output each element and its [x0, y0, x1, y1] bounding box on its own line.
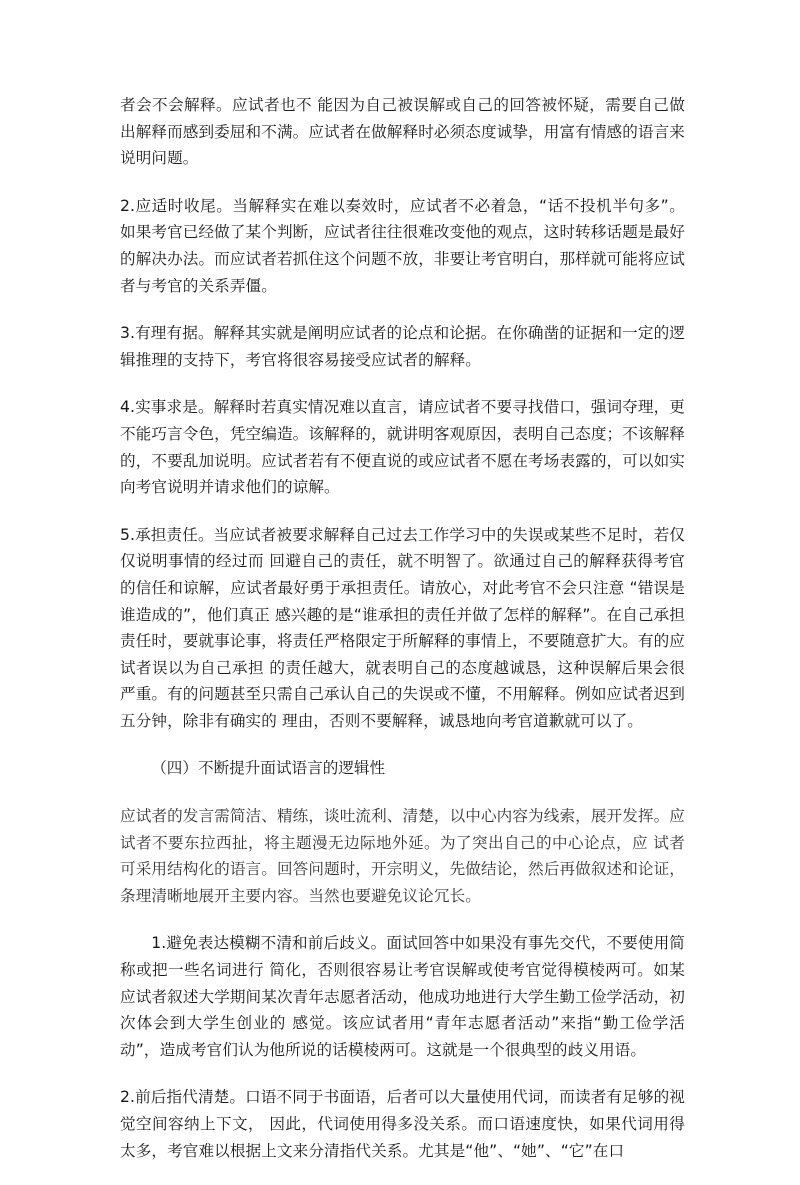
paragraph-avoid-ambiguity: 1.避免表达模糊不清和前后歧义。面试回答中如果没有事先交代，不要使用简称或把一些名词进行 简化，否则很容易让考官误解或使考官觉得模棱两可。如某应试者叙述大学期间某次青年志愿者活动，他成功地进行大学生勤工俭学活动，初次体会到大学生创业的 感觉。该应试者用“青年志愿者活动”来指“勤工俭学活动”，造成考官们认为他所说的话模棱两可。这就是一个很典型的歧义用语。 — [120, 934, 685, 1059]
paragraph-timely-ending: 2.应适时收尾。当解释实在难以奏效时，应试者不必着急，“话不投机半句多”。如果考官已经做了某个判断，应试者往往很难改变他的观点，这时转移话题是最好的解决办法。而应试者若抓住这个问题不放，非要让考官明白，那样就可能将应试者与考官的关系弄僵。 — [120, 196, 685, 295]
paragraph-responsibility: 5.承担责任。当应试者被要求解释自己过去工作学习中的失误或某些不足时，若仅仅说明事情的经过而 回避自己的责任，就不明智了。欲通过自己的解释获得考官的信任和谅解，应试者最好勇于承担责任。请放心，对此考官不会只注意 “错误是谁造成的”，他们真正 感兴趣的是“谁承担的责任并做了怎样的解释”。在自己承担责任时，要就事论事，将责任严格限定于所解释的事情上，不要随意扩大。有的应试者误以为自己承担 的责任越大，就表明自己的态度越诚恳，这种误解后果会很严重。有的问题甚至只需自己承认自己的失误或不懂，不用解释。例如应试者迟到五分钟，除非有确实的 理由，否则不要解释，诚恳地向考官道歉就可以了。 — [120, 525, 685, 730]
paragraph-logic-intro: 应试者的发言需简洁、精练，谈吐流利、清楚，以中心内容为线索，展开发挥。应试者不要东拉西扯，将主题漫无边际地外延。为了突出自己的中心论点，应 试者可采用结构化的语言。回答问题时，开宗明义，先做结论，然后再做叙述和论证，条理清晰地展开主要内容。当然也要避免议论冗长。 — [120, 807, 685, 905]
paragraph-intro-continued: 者会不会解释。应试者也不 能因为自己被误解或自己的回答被怀疑，需要自己做出解释而感到委屈和不满。应试者在做解释时必须态度诚挚，用富有情感的语言来说明问题。 — [120, 96, 685, 168]
document-page — [120, 92, 685, 1185]
section-heading-logic: （四）不断提升面试语言的逻辑性 — [151, 759, 386, 778]
paragraph-truthful: 4.实事求是。解释时若真实情况难以直言，请应试者不要寻找借口，强词夺理，更不能巧言令色，凭空编造。该解释的，就讲明客观原因，表明自己态度；不该解释的，不要乱加说明。应试者若有不便直说的或应试者不愿在考场表露的，可以如实向考官说明并请求他们的谅解。 — [120, 398, 685, 497]
paragraph-clear-reference: 2.前后指代清楚。口语不同于书面语，后者可以大量使用代词，而读者有足够的视觉空间容纳上下文， 因此，代词使用得多没关系。而口语速度快，如果代词用得太多，考官难以根据上文来分清指代关系。尤其是“他”、“她”、“它”在口 — [120, 1088, 685, 1160]
paragraph-reasoned: 3.有理有据。解释其实就是阐明应试者的论点和论据。在你确凿的证据和一定的逻辑推理的支持下，考官将很容易接受应试者的解释。 — [120, 324, 685, 369]
